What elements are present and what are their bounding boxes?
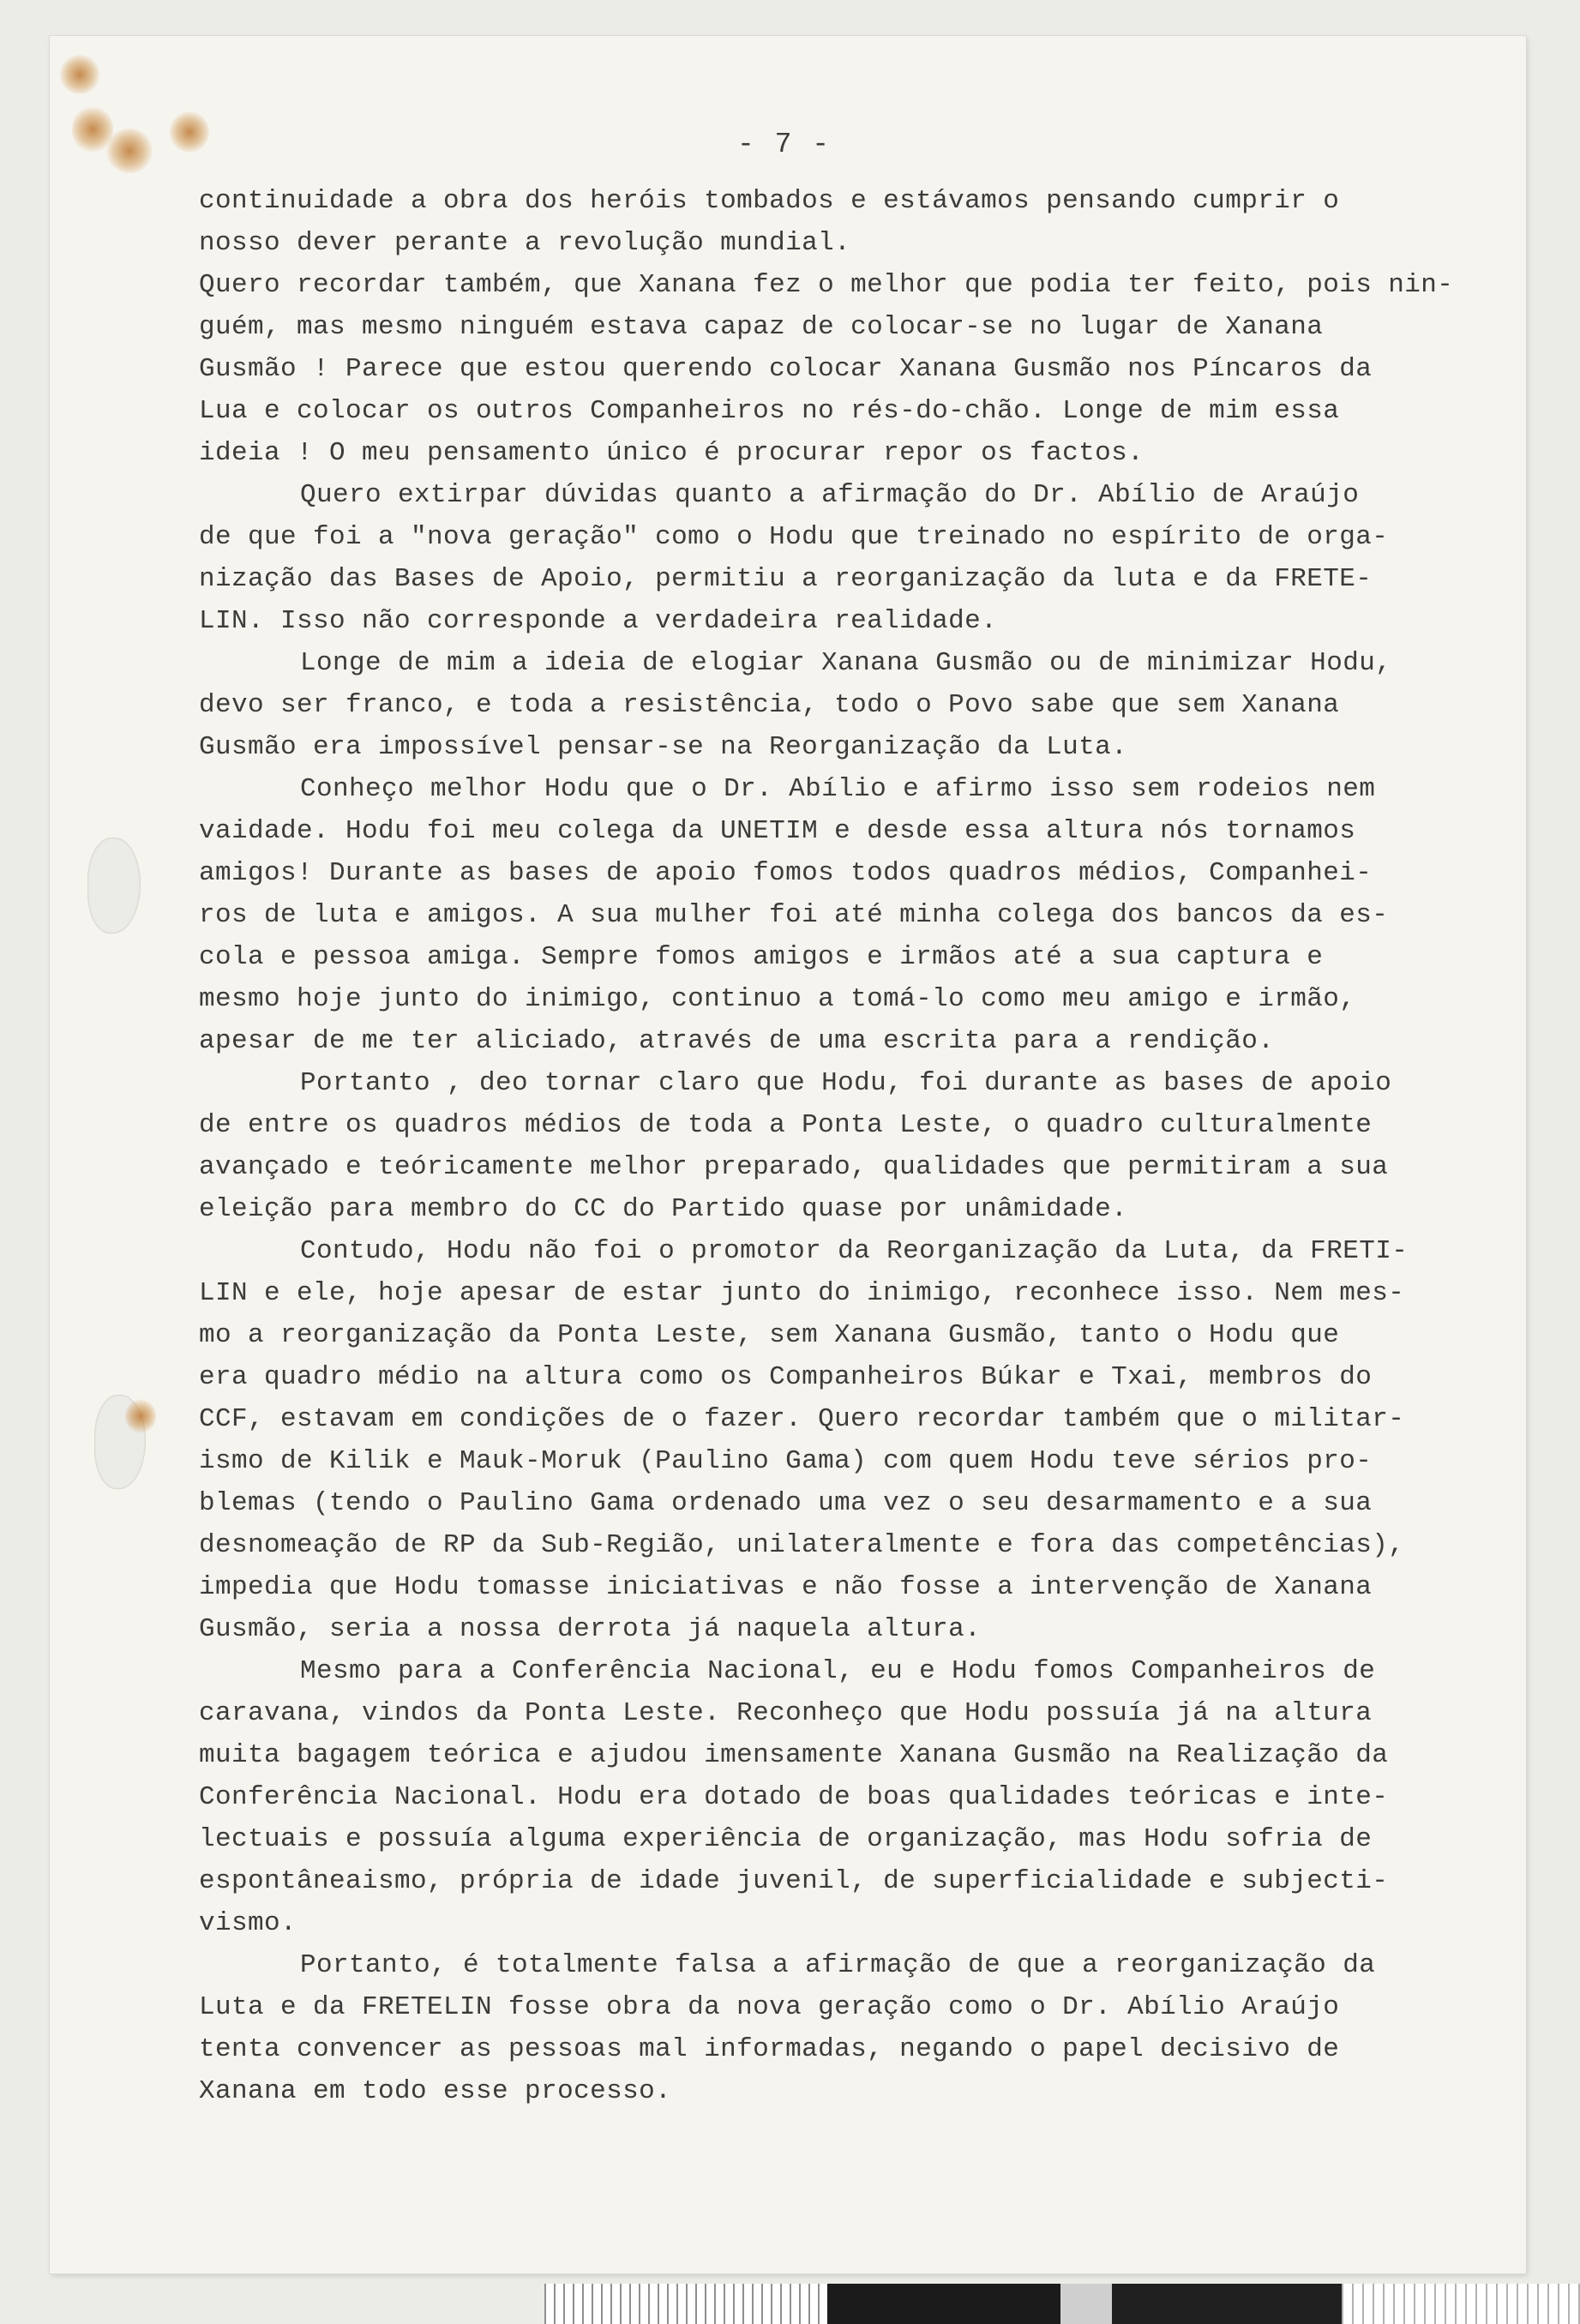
rust-stain	[60, 55, 99, 94]
text-line: Portanto , deo tornar claro que Hodu, foi durante as bases de apoio	[300, 1068, 1392, 1098]
text-line: Longe de mim a ideia de elogiar Xanana Gusmão ou de minimizar Hodu,	[300, 648, 1392, 678]
text-line: amigos! Durante as bases de apoio fomos todos quadros médios, Companhei-	[199, 858, 1373, 888]
rust-stain	[106, 129, 153, 173]
text-line: Xanana em todo esse processo.	[199, 2076, 672, 2106]
page-number: - 7 -	[737, 129, 832, 160]
text-line: de que foi a "nova geração" como o Hodu que treinado no espírito de orga-	[199, 522, 1389, 552]
text-line: LIN. Isso não corresponde a verdadeira realidade.	[199, 606, 998, 636]
text-line: ros de luta e amigos. A sua mulher foi até minha colega dos bancos da es-	[199, 900, 1389, 930]
text-line: Mesmo para a Conferência Nacional, eu e Hodu fomos Companheiros de	[300, 1656, 1376, 1686]
text-line: guém, mas mesmo ninguém estava capaz de colocar-se no lugar de Xanana	[199, 312, 1324, 342]
text-line: mesmo hoje junto do inimigo, continuo a tomá-lo como meu amigo e irmão,	[199, 984, 1356, 1014]
text-line: cola e pessoa amiga. Sempre fomos amigos e irmãos até a sua captura e	[199, 942, 1324, 972]
color-calibration-ruler	[544, 2284, 1580, 2324]
text-line: caravana, vindos da Ponta Leste. Reconheço que Hodu possuía já na altura	[199, 1698, 1373, 1728]
rust-stain	[125, 1399, 156, 1433]
ruler-black-block	[827, 2284, 1060, 2324]
text-line: ideia ! O meu pensamento único é procurar repor os factos.	[199, 438, 1144, 468]
text-line: Quero recordar também, que Xanana fez o melhor que podia ter feito, pois nin-	[199, 270, 1454, 300]
text-line: nosso dever perante a revolução mundial.	[199, 228, 851, 258]
text-line: de entre os quadros médios de toda a Ponta Leste, o quadro culturalmente	[199, 1110, 1373, 1140]
text-line: LIN e ele, hoje apesar de estar junto do inimigo, reconhece isso. Nem mes-	[199, 1278, 1405, 1308]
text-line: espontâneaismo, própria de idade juvenil, de superficialidade e subjecti-	[199, 1866, 1389, 1896]
text-line: Lua e colocar os outros Companheiros no rés-do-chão. Longe de mim essa	[199, 396, 1340, 426]
text-line: vaidade. Hodu foi meu colega da UNETIM e desde essa altura nós tornamos	[199, 816, 1356, 846]
text-line: CCF, estavam em condições de o fazer. Quero recordar também que o militar-	[199, 1404, 1405, 1434]
text-line: devo ser franco, e toda a resistência, todo o Povo sabe que sem Xanana	[199, 690, 1340, 720]
text-line: Conferência Nacional. Hodu era dotado de boas qualidades teóricas e inte-	[199, 1782, 1389, 1812]
text-line: Contudo, Hodu não foi o promotor da Reorganização da Luta, da FRETI-	[300, 1236, 1409, 1266]
text-line: era quadro médio na altura como os Companheiros Búkar e Txai, membros do	[199, 1362, 1373, 1392]
text-line: blemas (tendo o Paulino Gama ordenado uma vez o seu desarmamento e a sua	[199, 1488, 1373, 1518]
text-line: continuidade a obra dos heróis tombados e estávamos pensando cumprir o	[199, 186, 1340, 216]
text-line: muita bagagem teórica e ajudou imensamente Xanana Gusmão na Realização da	[199, 1740, 1389, 1770]
text-line: tenta convencer as pessoas mal informadas, negando o papel decisivo de	[199, 2034, 1340, 2064]
text-line: Luta e da FRETELIN fosse obra da nova geração como o Dr. Abílio Araújo	[199, 1992, 1340, 2022]
document-body	[199, 180, 1454, 2112]
text-line: lectuais e possuía alguma experiência de organização, mas Hodu sofria de	[199, 1824, 1373, 1854]
text-line: Portanto, é totalmente falsa a afirmação de que a reorganização da	[300, 1950, 1376, 1980]
text-line: Gusmão ! Parece que estou querendo colocar Xanana Gusmão nos Píncaros da	[199, 354, 1373, 384]
text-line: apesar de me ter aliciado, através de uma escrita para a rendição.	[199, 1026, 1275, 1056]
text-line: eleição para membro do CC do Partido quase por unâmidade.	[199, 1194, 1128, 1224]
text-line: Conheço melhor Hodu que o Dr. Abílio e afirmo isso sem rodeios nem	[300, 774, 1376, 804]
text-line: Quero extirpar dúvidas quanto a afirmação do Dr. Abílio de Araújo	[300, 480, 1360, 510]
text-line: ismo de Kilik e Mauk-Moruk (Paulino Gama) com quem Hodu teve sérios pro-	[199, 1446, 1373, 1476]
text-line: impedia que Hodu tomasse iniciativas e não fosse a intervenção de Xanana	[199, 1572, 1373, 1602]
text-line: nização das Bases de Apoio, permitiu a reorganização da luta e da FRETE-	[199, 564, 1373, 594]
text-line: mo a reorganização da Ponta Leste, sem Xanana Gusmão, tanto o Hodu que	[199, 1320, 1340, 1350]
text-line: vismo.	[199, 1908, 297, 1938]
text-line: Gusmão era impossível pensar-se na Reorganização da Luta.	[199, 732, 1128, 762]
text-line: desnomeação de RP da Sub-Região, unilateralmente e fora das competências),	[199, 1530, 1405, 1560]
rust-stain	[170, 111, 209, 153]
ruler-ticks	[544, 2284, 827, 2324]
punch-hole	[87, 838, 141, 934]
ruler-gray-block	[1060, 2284, 1112, 2324]
ruler-ticks	[1342, 2284, 1580, 2324]
text-line: Gusmão, seria a nossa derrota já naquela altura.	[199, 1614, 982, 1644]
ruler-black-block	[1112, 2284, 1342, 2324]
text-line: avançado e teóricamente melhor preparado, qualidades que permitiram a sua	[199, 1152, 1389, 1182]
